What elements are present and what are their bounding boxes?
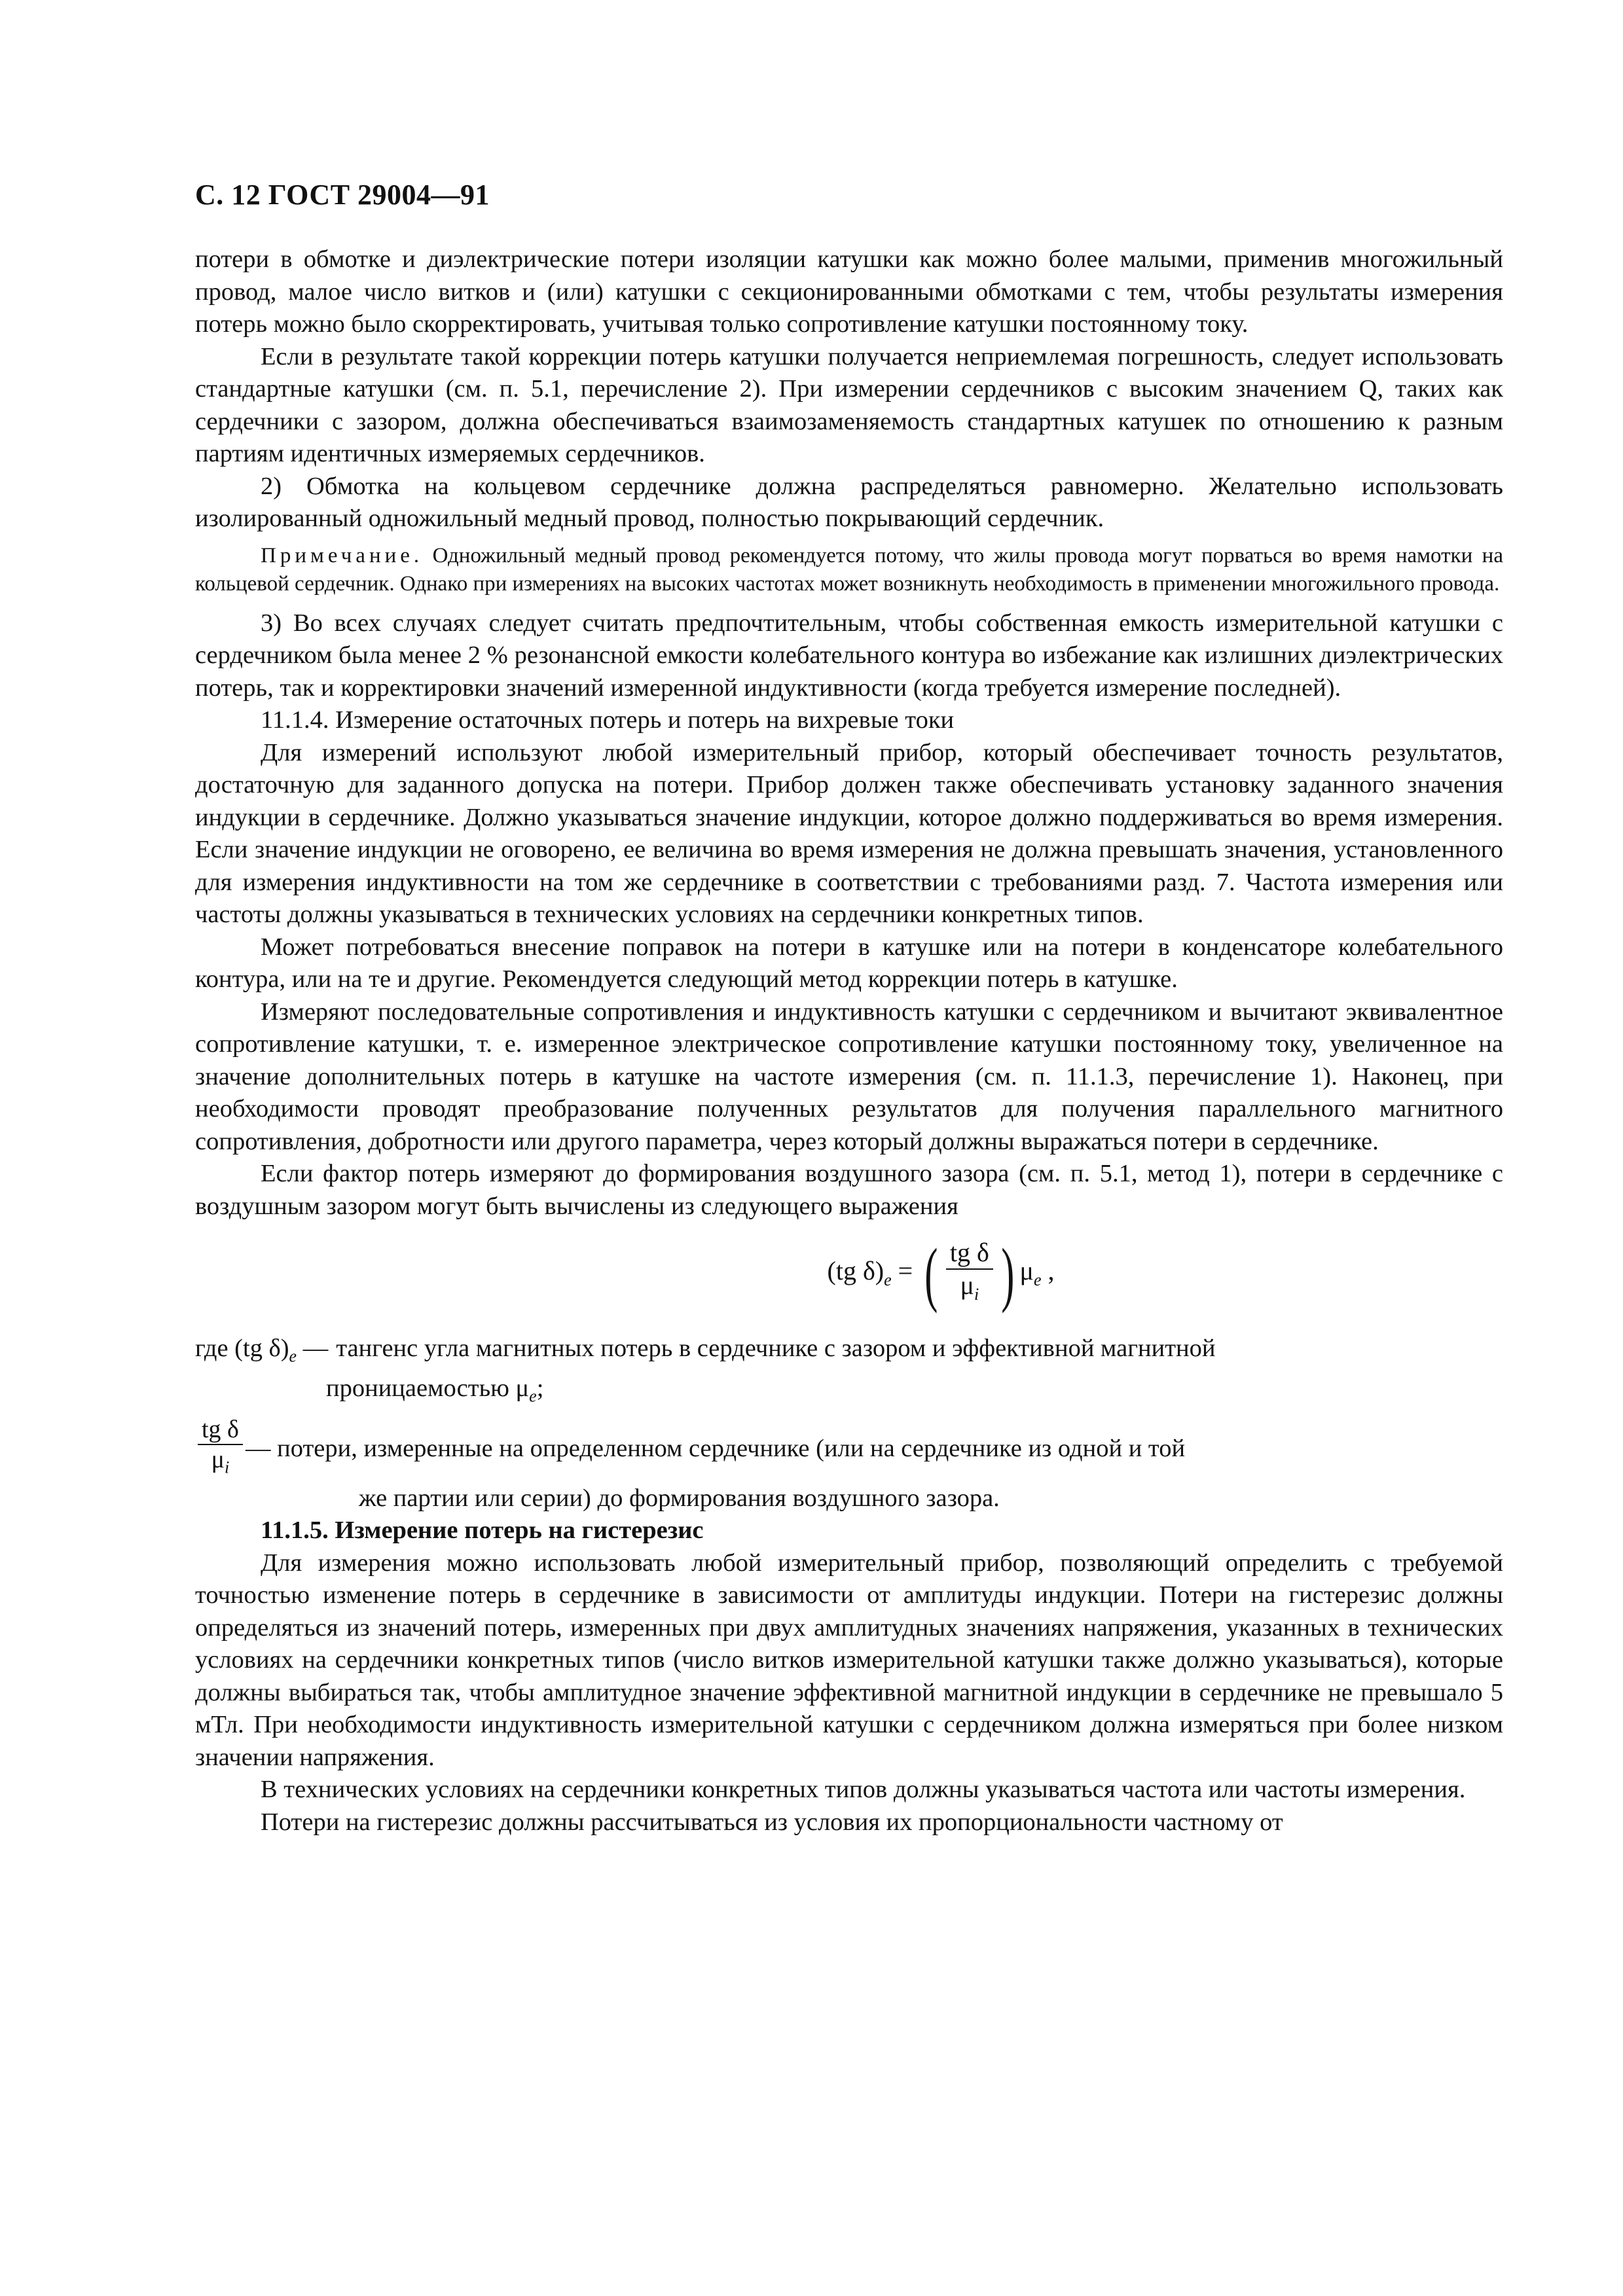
definition-row <box>195 1415 1503 1482</box>
paragraph: Потери на гистерезис должны рассчитываться из условия их пропорциональности частному от <box>261 1808 1283 1836</box>
def-term-sub: e <box>289 1346 297 1366</box>
note <box>195 542 1503 598</box>
def-den-sub: i <box>225 1458 230 1477</box>
paragraph: 3) Во всех случаях следует считать предпочтительным, чтобы собственная емкость измерительной катушки с сердечником была менее 2 % резонансной емкости колебательного контура во избежание как излишних диэлектрических потерь, так и корректировки значений измеренной индуктивности (когда требуется измерение последней). <box>195 609 1503 702</box>
def-cont-text: проницаемостью μ <box>326 1374 530 1403</box>
formula-denominator: μ <box>960 1270 974 1300</box>
formula: (tg $\delta)_e$ = ( $\frac{\text{tg δ}}{\mu_i}$ ) $\mu_e$ , <box>827 1234 1055 1314</box>
paragraph: В технических условиях на сердечники конкретных типов должны указываться частота или частоты измерения. <box>261 1776 1466 1804</box>
note-label: Примечание. <box>261 543 424 567</box>
section-title: 11.1.4. Измерение остаточных потерь и потерь на вихревые токи <box>261 706 955 734</box>
formula-numerator: tg δ <box>946 1237 993 1270</box>
definitions <box>195 1333 1503 1515</box>
def-dash: — <box>297 1335 329 1362</box>
body-text <box>195 243 1503 1839</box>
paragraph: Для измерения можно использовать любой измерительный прибор, позволяющий определить с требуемой точностью изменение потерь в сердечнике в зависимости от амплитуды индукции. Потери на гистерезис должны определяться из значений потерь, измеренных при двух амплитудных значениях напряжения, указанных в технических условиях на сердечники конкретных типов (число витков измерительной катушки также должно указываться), которые должны выбираться так, чтобы амплитудное значение эффективной магнитной индукции в сердечнике не превышало 5 мТл. При необходимости индуктивность измерительной катушки с сердечником должна измеряться при более низком значении напряжения. <box>195 1549 1503 1771</box>
formula-lhs-sub: e <box>884 1270 892 1290</box>
definition-continuation: же партии или серии) до формирования воздушного зазора. <box>359 1484 1000 1512</box>
formula-rhs-mu: μ <box>1019 1256 1034 1286</box>
def-numerator: tg δ <box>198 1415 243 1445</box>
paragraph: 2) Обмотка на кольцевом сердечнике должна распределяться равномерно. Желательно использовать изолированный одножильный медный провод, полностью покрывающий сердечник. <box>195 472 1503 532</box>
def-cont-sub: e <box>529 1386 537 1406</box>
formula-tail: , <box>1041 1256 1055 1286</box>
formula-fraction <box>946 1237 993 1310</box>
paragraph: Если фактор потерь измеряют до формирования воздушного зазора (см. п. 5.1, метод 1), потери в сердечнике с воздушным зазором могут быть вычислены из следующего выражения <box>195 1160 1503 1220</box>
def-cont-end: ; <box>536 1374 544 1403</box>
paragraph: потери в обмотке и диэлектрические потери изоляции катушки как можно более малыми, применив многожильный провод, малое число витков и (или) катушки с секционированными обмотками с тем, чтобы результаты измерения потерь можно было скорректировать, учитывая только сопротивление катушки постоянному току. <box>195 245 1503 338</box>
definition-continuation <box>195 1372 1503 1412</box>
def-term: где (tg δ) <box>195 1335 289 1362</box>
paragraph: Если в результате такой коррекции потерь катушки получается неприемлемая погрешность, следует использовать стандартные катушки (см. п. 5.1, перечисление 2). При измерении сердечников с высоким значением Q, таких как сердечники с зазором, должна обеспечиваться взаимозаменяемость стандартных катушек по отношению к разным партиям идентичных измеряемых сердечников. <box>195 342 1503 467</box>
note-text: Одножильный медный провод рекомендуется потому, что жилы провода могут порваться во время намотки на кольцевой сердечник. Однако при измерениях на высоких частотах может возникнуть необходимость в применении многожильного провода. <box>195 543 1503 596</box>
def-text: — потери, измеренные на определенном сердечнике (или на сердечнике из одной и той <box>245 1434 1186 1462</box>
def-fraction <box>198 1415 243 1482</box>
page-header: С. 12 ГОСТ 29004—91 <box>195 179 490 211</box>
formula-lhs: (tg δ) <box>827 1256 884 1286</box>
paragraph: Измеряют последовательные сопротивления и индуктивность катушки с сердечником и вычитают эквивалентное сопротивление катушки, т. е. измеренное электрическое сопротивление катушки постоянному току, увеличенное на значение дополнительных потерь в катушке на частоте измерения (см. п. 11.1.3, перечисление 1). Наконец, при необходимости проводят преобразование полученных результатов для получения параллельного магнитного сопротивления, добротности или другого параметра, через который должны выражаться потери в сердечнике. <box>195 997 1503 1155</box>
def-denominator: μ <box>211 1446 225 1474</box>
definition-row <box>195 1333 1503 1372</box>
paragraph: Может потребоваться внесение поправок на потери в катушке или на потери в конденсаторе колебательного контура, или на те и другие. Рекомендуется следующий метод коррекции потерь в катушке. <box>195 933 1503 993</box>
formula-den-sub: i <box>974 1285 979 1304</box>
def-text: тангенс угла магнитных потерь в сердечнике с зазором и эффективной магнитной <box>336 1335 1216 1362</box>
formula-eq: = <box>891 1256 920 1286</box>
section-heading: 11.1.5. Измерение потерь на гистерезис <box>261 1516 704 1545</box>
formula-rhs-sub: e <box>1033 1270 1042 1290</box>
paragraph: Для измерений используют любой измерительный прибор, который обеспечивает точность результатов, достаточную для заданного допуска на потери. Прибор должен также обеспечивать установку заданного значения индукции в сердечнике. Должно указываться значение индукции, которое должно поддерживаться во время измерения. Если значение индукции не оговорено, ее величина во время измерения не должна превышать значения, установленного для измерения индуктивности на том же сердечнике в соответствии с требованиями разд. 7. Частота измерения или частоты должны указываться в технических условиях на сердечники конкретных типов. <box>195 738 1503 928</box>
